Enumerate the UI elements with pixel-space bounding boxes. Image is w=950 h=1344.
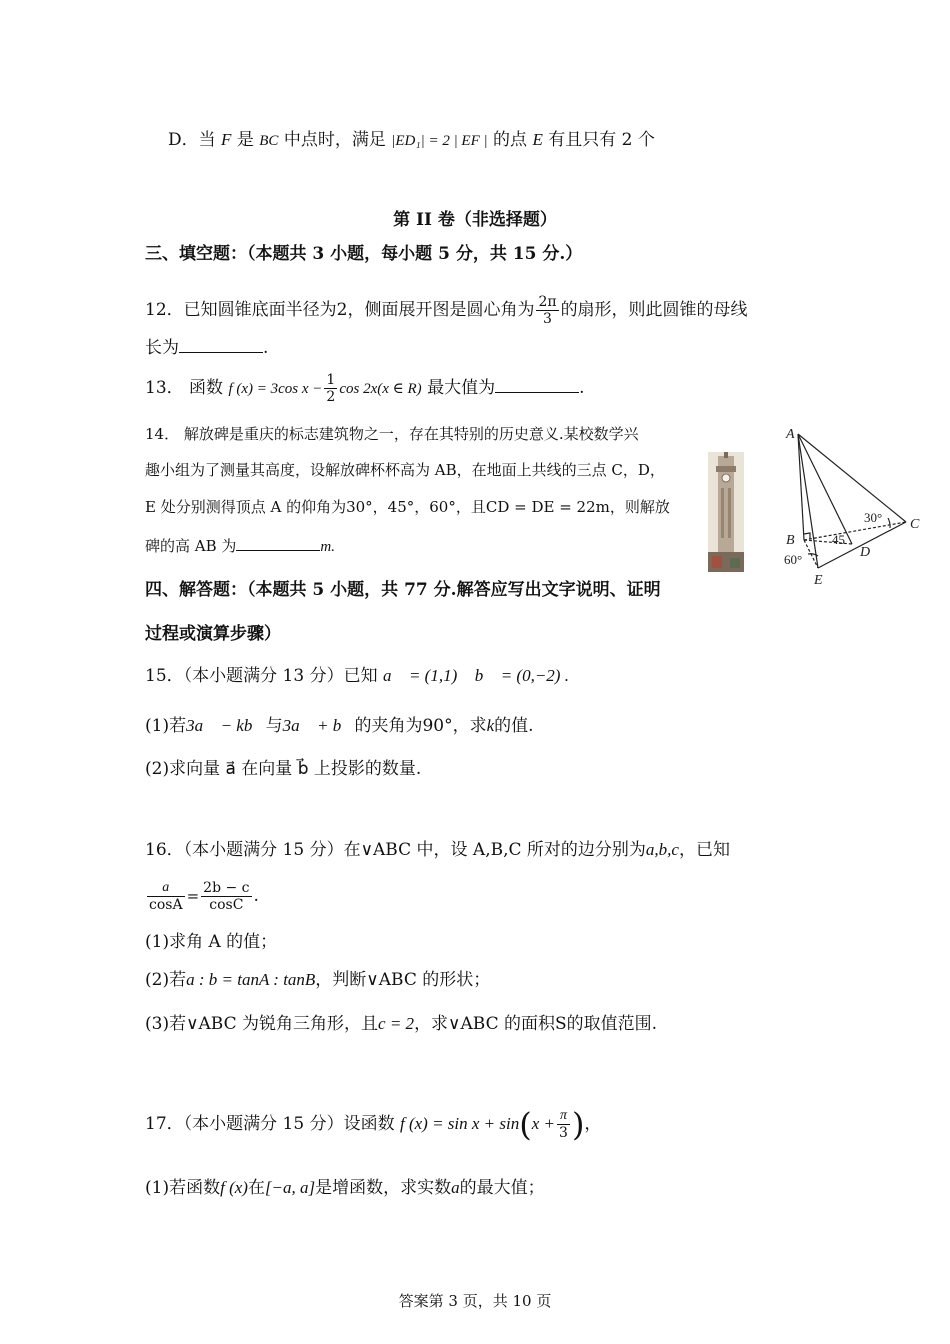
question-17-part1: (1)若函数f (x)在[−a, a]是增函数，求实数a的最大值；	[145, 1178, 545, 1198]
angle-60-label: 60°	[784, 552, 803, 567]
section4-heading-line2: 过程或演算步骤）	[145, 624, 281, 644]
section3-heading: 三、填空题：（本题共 3 小题，每小题 5 分，共 15 分.）	[145, 244, 583, 264]
question-16-equation: $\frac{a}{\cos A}$ = $\frac{2b - c}{\cos C}$ .	[149, 880, 259, 913]
fraction-2b-c-cosC: $\frac{2b - c}{\cos C}$	[203, 880, 250, 913]
question-16-part2: (2)若a : b = tanA : tanB，判断∨ABC 的形状；	[145, 970, 491, 990]
fraction-1-2: $\frac{1}{2}$	[326, 372, 336, 405]
angle-45-label: 45	[832, 532, 845, 547]
label-b: B	[786, 533, 795, 548]
label-d: D	[860, 545, 871, 560]
geometry-figure	[778, 422, 928, 590]
question-14-line2: 趣小组为了测量其高度，设解放碑杯杯高为 AB，在地面上共线的三点 C，D，	[145, 461, 665, 479]
question-13: 13． 函数 f (x) = 3cos x − $\frac{1}{2}$ cos 2x(x ∈ R) 最大值为 .	[145, 372, 585, 405]
question-14-line4: 碑的高 AB 为 m.	[145, 532, 335, 559]
fraction-a-cosA: $\frac{a}{\cos A}$	[149, 880, 183, 913]
option-d: D．当 F 是 BC 中点时，满足 |ED₁| = 2 | EF | 的点 E 有且只有 2 个	[168, 130, 655, 150]
page-footer: 答案第 3 页，共 10 页	[398, 1292, 552, 1310]
answer-blank-12	[179, 334, 263, 353]
question-15-part1: (1)若3a⃗ − kb⃗与3a⃗ + b⃗的夹角为90°，求k的值.	[145, 716, 534, 736]
question-16-part1: (1)求角 A 的值；	[145, 932, 278, 952]
fraction-pi-3: $\frac{\pi}{3}$	[559, 1108, 568, 1141]
question-16-part3: (3)若∨ABC 为锐角三角形，且c = 2，求∨ABC 的面积S的取值范围.	[145, 1014, 658, 1034]
monument-photo	[708, 452, 744, 572]
question-15-part2: (2)求向量 a⃗ 在向量 b⃗ 上投影的数量.	[145, 759, 422, 779]
question-12: 12．已知圆锥底面半径为2，侧面展开图是圆心角为 $\frac{2\pi}{3}$ 的扇形，则此圆锥的母线	[145, 294, 748, 327]
fraction-2pi-3: $\frac{2\pi}{3}$	[538, 294, 557, 327]
label-e: E	[814, 573, 823, 588]
answer-blank-14	[236, 532, 320, 551]
question-16: 16．（本小题满分 15 分）在∨ABC 中，设 A,B,C 所对的边分别为a,b,c，已知	[145, 840, 730, 860]
question-17: 17．（本小题满分 15 分）设函数 f (x) = sin x + sin(x + $\frac{\pi}{3}$ )，	[145, 1105, 602, 1144]
part2-title: 第 II 卷（非选择题）	[393, 210, 557, 230]
question-14-line3: E 处分别测得顶点 A 的仰角为30°，45°，60°，且CD = DE = 22m，则解放	[145, 498, 670, 516]
label-a: A	[786, 427, 795, 442]
angle-30-label: 30°	[864, 510, 883, 525]
label-c: C	[910, 517, 920, 532]
section4-heading-line1: 四、解答题：（本题共 5 小题，共 77 分.解答应写出文字说明、证明	[145, 580, 661, 600]
answer-blank-13	[495, 374, 579, 393]
question-14-line1: 14． 解放碑是重庆的标志建筑物之一，存在其特别的历史意义.某校数学兴	[145, 425, 639, 443]
question-12-cont: 长为 .	[145, 334, 268, 360]
question-15: 15．（本小题满分 13 分）已知 a⃗ = (1,1)， b⃗ = (0,−2) .	[145, 666, 569, 686]
